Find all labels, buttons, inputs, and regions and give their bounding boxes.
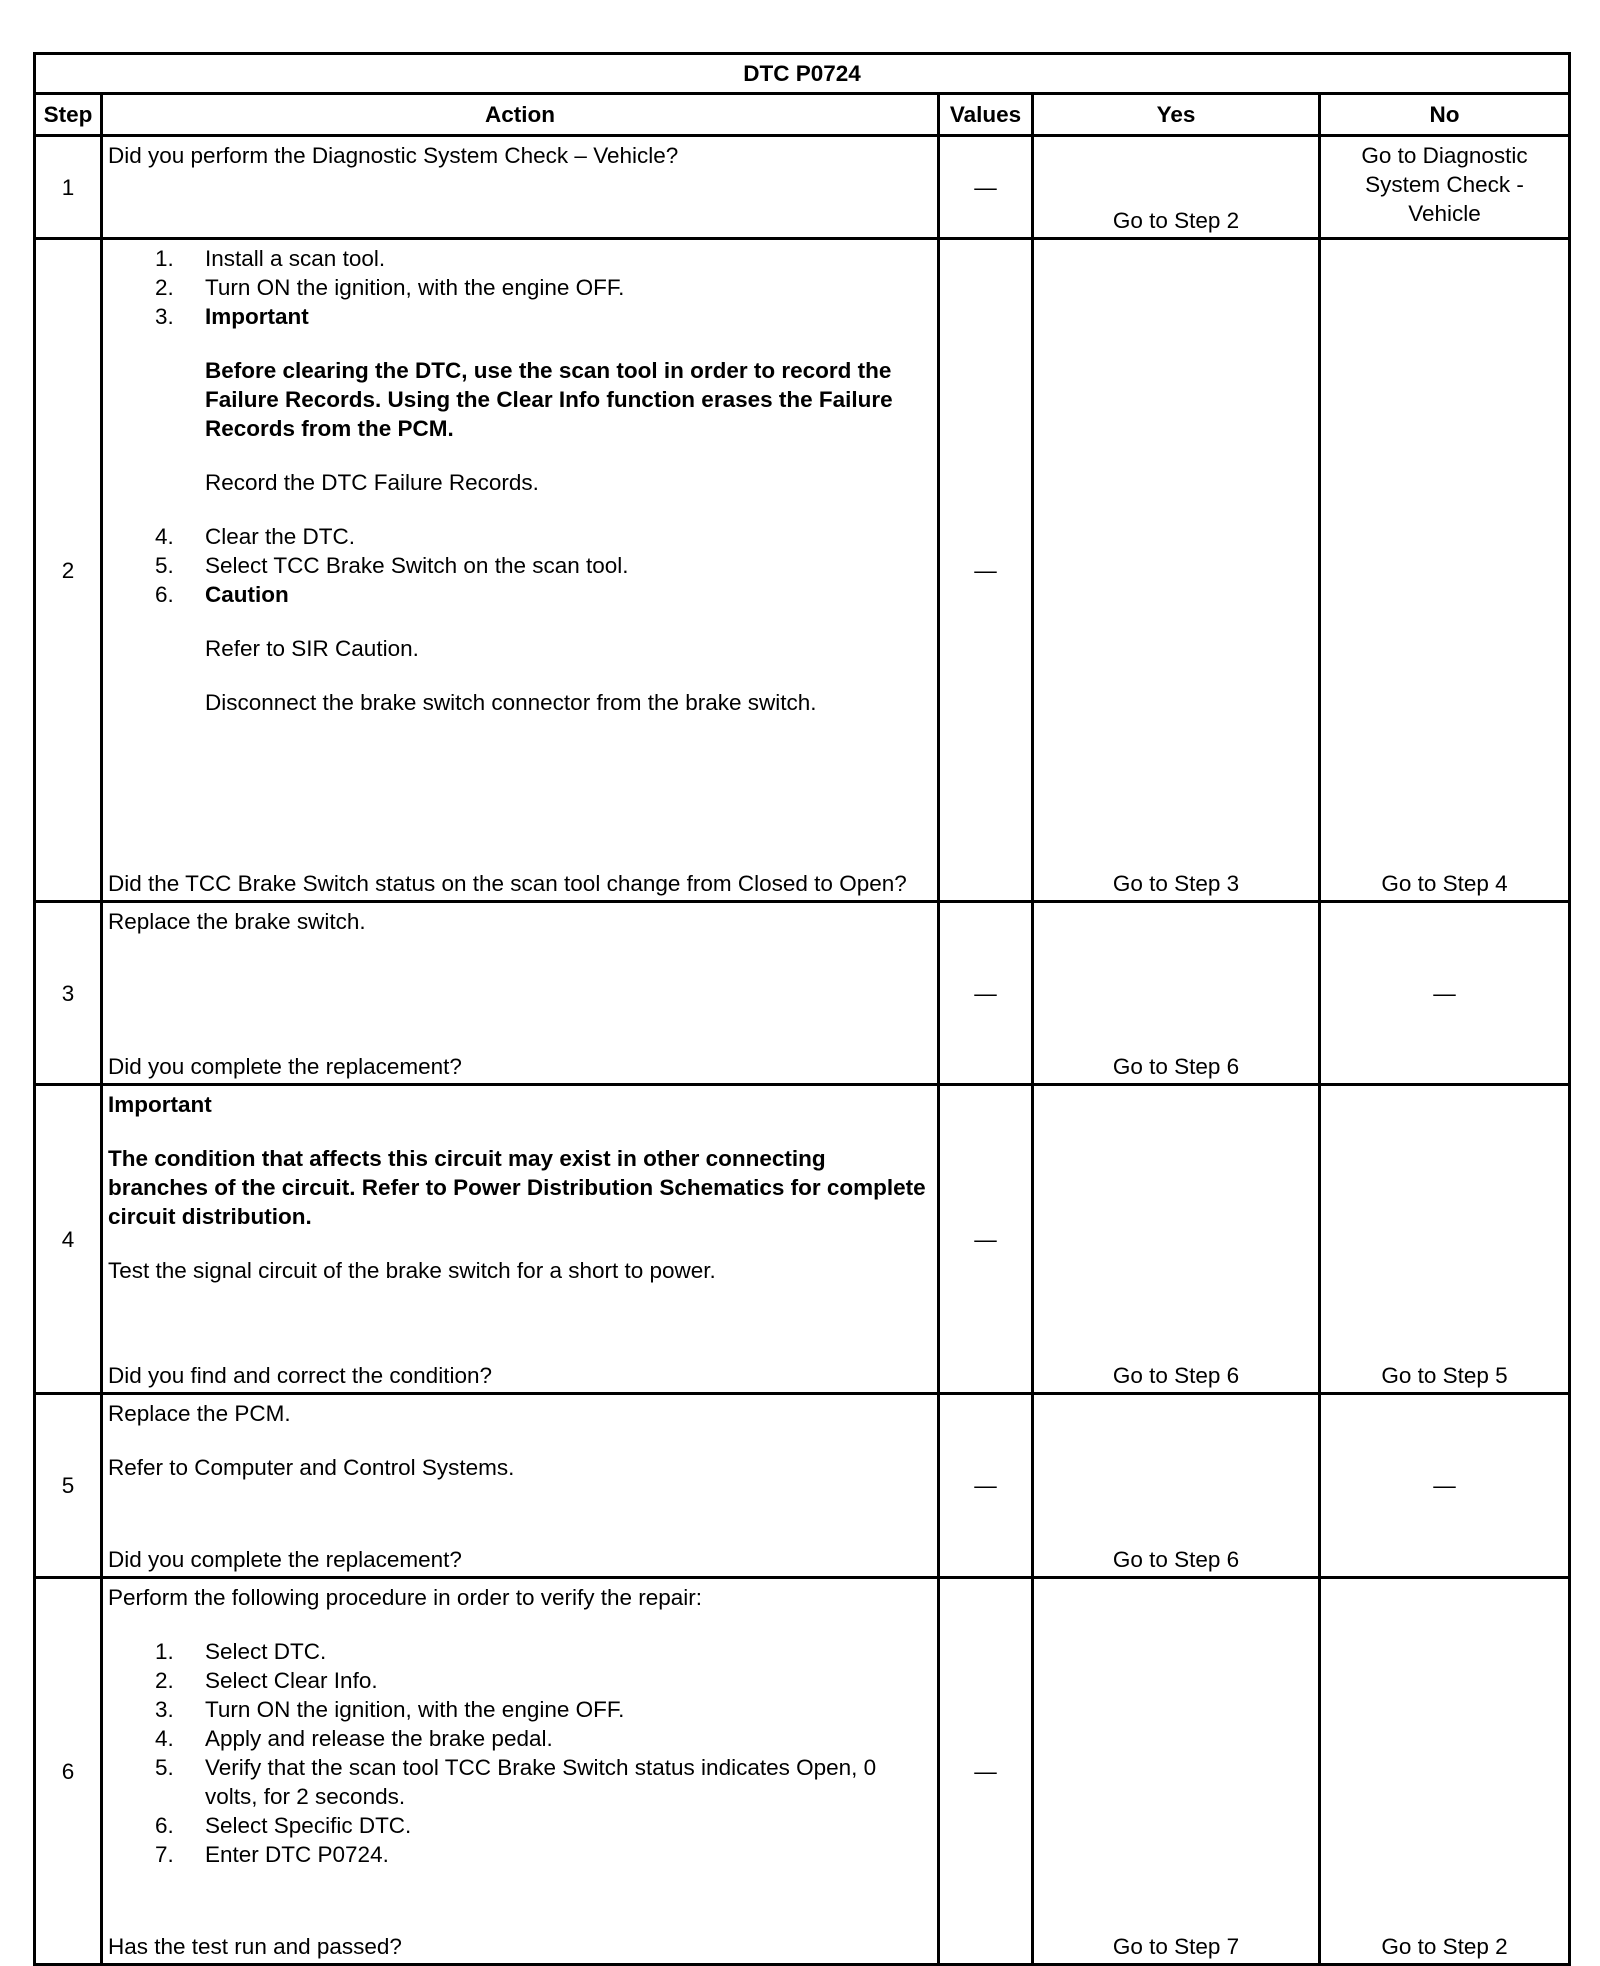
no-link[interactable]: Go to Step 4 [1381, 871, 1508, 896]
yes-content [1034, 1395, 1318, 1576]
yes-cell [1033, 239, 1320, 902]
action-cell [102, 902, 939, 1085]
values-cell: — [939, 1085, 1033, 1394]
list-text: Select Clear Info. [205, 1668, 378, 1693]
list-number: 2. [155, 1668, 174, 1693]
title-row [35, 54, 1570, 94]
list-item [108, 580, 931, 609]
yes-content [1034, 240, 1318, 900]
list-text: Caution [205, 582, 289, 607]
list-text: Clear the DTC. [205, 524, 356, 549]
list-item [108, 1637, 931, 1666]
values-cell: — [939, 902, 1033, 1085]
no-cell: — [1320, 1394, 1570, 1578]
header-step: Step [35, 94, 102, 136]
important-note: Important [108, 1092, 212, 1117]
list-text: Install a scan tool. [205, 246, 386, 271]
list-text: Verify that the scan tool TCC Brake Switch status indicates Open, 0 volts, for 2 seconds. [205, 1755, 877, 1809]
list-text: Turn ON the ignition, with the engine OFF. [205, 275, 625, 300]
step-number: 2 [35, 239, 102, 902]
list-item [108, 1840, 931, 1869]
list-text: Apply and release the brake pedal. [205, 1726, 553, 1751]
list-item [108, 522, 931, 551]
action-question: Did you find and correct the condition? [108, 1363, 492, 1388]
diagnostic-table [33, 52, 1571, 1966]
list-item [108, 244, 931, 273]
header-action: Action [102, 94, 939, 136]
list-item [108, 1811, 931, 1840]
action-content [103, 1395, 937, 1576]
yes-link[interactable]: Go to Step 6 [1112, 1054, 1240, 1079]
action-text: Disconnect the brake switch connector from the brake switch. [205, 690, 817, 715]
list-text: Enter DTC P0724. [205, 1842, 389, 1867]
action-question: Did you complete the replacement? [108, 1054, 462, 1079]
list-number: 5. [155, 1755, 174, 1780]
list-text: Select TCC Brake Switch on the scan tool. [205, 553, 629, 578]
action-cell [102, 1085, 939, 1394]
no-content [1321, 240, 1568, 900]
table-row [35, 1394, 1570, 1578]
important-note: The condition that affects this circuit may exist in other connecting branches of the circuit. Refer to Power Distribution Schematics for complete circuit distribution. [108, 1146, 926, 1229]
yes-link[interactable]: Go to Step 2 [1112, 208, 1240, 233]
no-link[interactable]: Go to Diagnostic System Check - Vehicle [1361, 143, 1528, 226]
action-text: Replace the brake switch. [108, 909, 366, 934]
action-cell [102, 136, 939, 239]
step-number: 5 [35, 1394, 102, 1578]
list-number: 7. [155, 1842, 174, 1867]
no-cell: — [1320, 902, 1570, 1085]
no-link[interactable]: Go to Step 5 [1381, 1363, 1508, 1388]
list-item [108, 551, 931, 580]
no-cell [1320, 239, 1570, 902]
action-question: Has the test run and passed? [108, 1934, 402, 1959]
no-content [1321, 137, 1568, 237]
action-content [103, 137, 937, 237]
action-cell [102, 239, 939, 902]
action-text: Did you perform the Diagnostic System Check – Vehicle? [108, 143, 679, 168]
values-cell: — [939, 239, 1033, 902]
step-number: 4 [35, 1085, 102, 1394]
list-text: Important [205, 304, 309, 329]
no-cell [1320, 1085, 1570, 1394]
header-values: Values [939, 94, 1033, 136]
list-text: Turn ON the ignition, with the engine OFF. [205, 1697, 625, 1722]
values-cell: — [939, 136, 1033, 239]
list-number: 6. [155, 1813, 174, 1838]
action-content [103, 1579, 937, 1963]
table-title: DTC P0724 [35, 54, 1570, 94]
yes-cell [1033, 902, 1320, 1085]
header-no: No [1320, 94, 1570, 136]
list-number: 4. [155, 524, 174, 549]
list-number: 1. [155, 246, 174, 271]
no-cell [1320, 1578, 1570, 1965]
yes-cell [1033, 1394, 1320, 1578]
yes-content [1034, 903, 1318, 1083]
header-yes: Yes [1033, 94, 1320, 136]
yes-content [1034, 1579, 1318, 1963]
table-row [35, 136, 1570, 239]
yes-content [1034, 1086, 1318, 1392]
table-row [35, 902, 1570, 1085]
list-number: 1. [155, 1639, 174, 1664]
yes-link[interactable]: Go to Step 3 [1112, 871, 1240, 896]
yes-cell [1033, 1085, 1320, 1394]
yes-cell [1033, 1578, 1320, 1965]
header-row [35, 94, 1570, 136]
action-text: Record the DTC Failure Records. [205, 470, 539, 495]
values-cell: — [939, 1578, 1033, 1965]
no-cell [1320, 136, 1570, 239]
action-cell [102, 1394, 939, 1578]
list-item [108, 302, 931, 331]
table-row [35, 1578, 1570, 1965]
action-text: Refer to SIR Caution. [205, 636, 419, 661]
list-text: Select Specific DTC. [205, 1813, 412, 1838]
list-number: 5. [155, 553, 174, 578]
action-question: Did you complete the replacement? [108, 1547, 462, 1572]
list-number: 3. [155, 304, 174, 329]
list-item [108, 273, 931, 302]
table-row [35, 1085, 1570, 1394]
list-item [108, 1695, 931, 1724]
list-item [108, 1666, 931, 1695]
step-number: 3 [35, 902, 102, 1085]
action-question: Did the TCC Brake Switch status on the scan tool change from Closed to Open? [108, 871, 907, 896]
action-cell [102, 1578, 939, 1965]
action-content [103, 903, 937, 1083]
no-link[interactable]: Go to Step 2 [1381, 1934, 1508, 1959]
no-content [1321, 1086, 1568, 1392]
action-text: Perform the following procedure in order to verify the repair: [108, 1585, 703, 1610]
list-number: 4. [155, 1726, 174, 1751]
yes-cell [1033, 136, 1320, 239]
yes-content [1034, 137, 1318, 237]
yes-link[interactable]: Go to Step 7 [1112, 1934, 1240, 1959]
no-content [1321, 1579, 1568, 1963]
action-content [103, 240, 937, 900]
yes-link[interactable]: Go to Step 6 [1112, 1363, 1240, 1388]
list-number: 3. [155, 1697, 174, 1722]
action-text: Test the signal circuit of the brake switch for a short to power. [108, 1258, 716, 1283]
step-number: 1 [35, 136, 102, 239]
list-item [108, 1753, 931, 1811]
yes-link[interactable]: Go to Step 6 [1112, 1547, 1240, 1572]
important-note: Before clearing the DTC, use the scan tool in order to record the Failure Records. Using the Clear Info function erases the Failure Records from the PCM. [205, 358, 893, 441]
list-number: 6. [155, 582, 174, 607]
action-text: Refer to Computer and Control Systems. [108, 1455, 515, 1480]
step-number: 6 [35, 1578, 102, 1965]
action-text: Replace the PCM. [108, 1401, 291, 1426]
list-number: 2. [155, 275, 174, 300]
action-content [103, 1086, 937, 1392]
list-item [108, 1724, 931, 1753]
table-row [35, 239, 1570, 902]
values-cell: — [939, 1394, 1033, 1578]
list-text: Select DTC. [205, 1639, 327, 1664]
